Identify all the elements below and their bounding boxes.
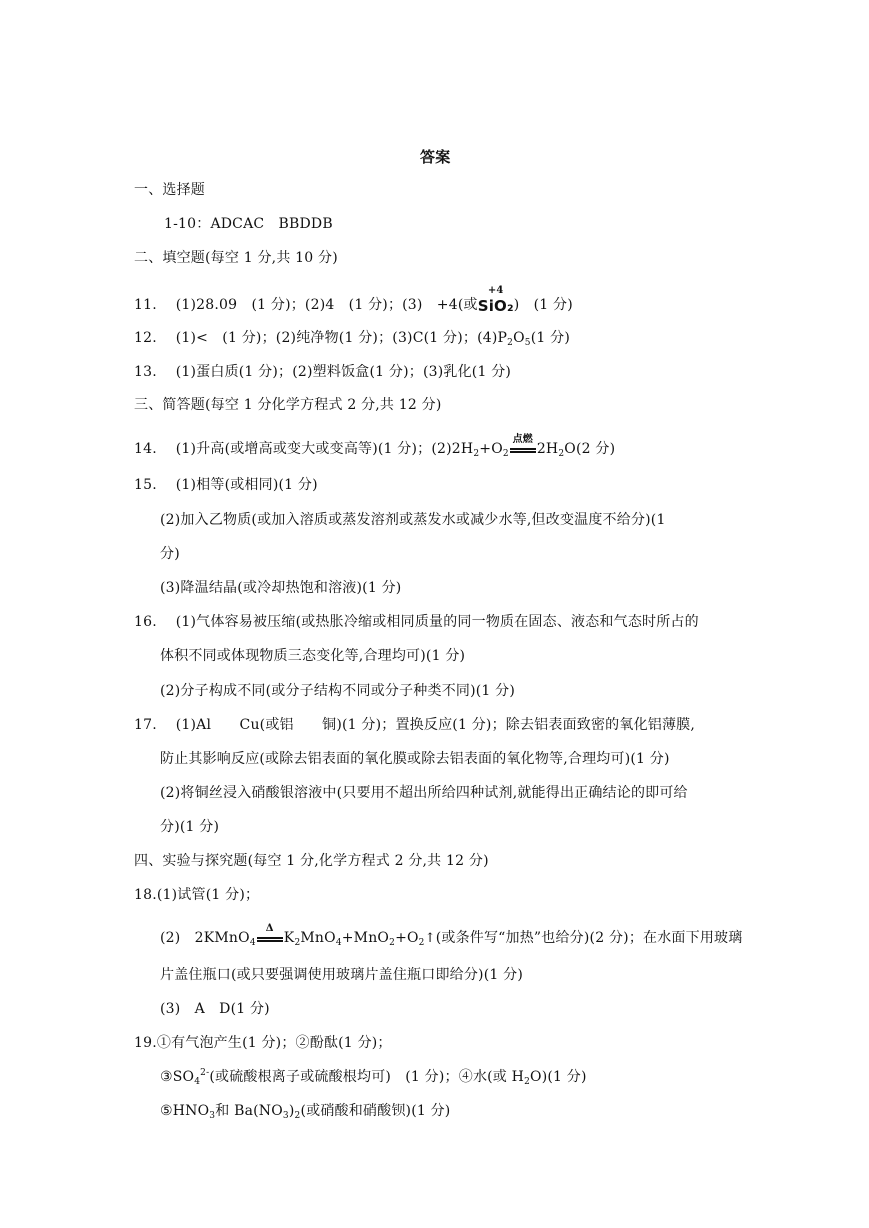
- subscript: 4: [335, 938, 342, 948]
- subscript: 2: [558, 449, 565, 459]
- subscript: 2: [294, 1111, 301, 1121]
- superscript: 2-: [200, 1068, 210, 1078]
- q18-line-2: [160, 923, 743, 948]
- q16-line-3: (2)分子构成不同(或分子结构不同或分子种类不同)(1 分): [160, 683, 516, 699]
- q17-line-3: (2)将铜丝浸入硝酸银溶液中(只要用不超出所给四种试剂,就能得出正确结论的即可给: [160, 785, 688, 801]
- answer-text: +O: [479, 441, 503, 457]
- subscript: 2: [473, 449, 480, 459]
- answer-text: (1)相等(或相同)(1 分): [175, 477, 318, 493]
- answer-text: O)(1 分): [530, 1069, 587, 1085]
- answer-text: +MnO: [341, 930, 390, 946]
- subscript: 2: [294, 938, 301, 948]
- subscript: 4: [249, 938, 256, 948]
- subscript: 3: [282, 1111, 289, 1121]
- valence-charge: +4: [487, 285, 504, 296]
- question-19: 19.①有气泡产生(1 分)；②酚酞(1 分)；: [134, 1035, 392, 1051]
- q17-line-2: 防止其影响反应(或除去铝表面的氧化膜或除去铝表面的氧化物等,合理均可)(1 分): [160, 751, 670, 767]
- question-16: [134, 613, 699, 631]
- answer-text: (或硝酸和硝酸钡)(1 分): [300, 1103, 451, 1119]
- question-13: [134, 363, 511, 381]
- q15-line-2: (2)加入乙物质(或加入溶质或蒸发溶剂或蒸发水或减少水等,但改变温度不给分)(1: [160, 512, 666, 528]
- answer-text: 2H: [536, 441, 559, 457]
- q15-line-4: (3)降温结晶(或冷却热饱和溶液)(1 分): [160, 580, 402, 596]
- answer-text: K: [283, 930, 295, 946]
- question-number: 12.: [134, 330, 157, 346]
- answer-text: (1)28.09 (1 分)；(2)4 (1 分)；(3) +4(或: [175, 297, 478, 313]
- answer-text-end: ) (1 分): [513, 297, 573, 313]
- gas-arrow-icon: ↑: [424, 931, 436, 946]
- question-number: 15.: [134, 477, 157, 493]
- answer-text: MnO: [300, 930, 336, 946]
- condition-label: 点燃: [512, 434, 534, 445]
- subscript: 2: [524, 1077, 531, 1087]
- answer-text: O: [513, 330, 525, 346]
- choice-answers: 1-10：ADCAC BBDDB: [164, 216, 333, 232]
- question-number: 17.: [134, 717, 157, 733]
- condition-label: Δ: [265, 923, 274, 934]
- answer-text: (1)升高(或增高或变大或变高等)(1 分)；(2)2H: [175, 441, 474, 457]
- subscript: 3: [209, 1111, 216, 1121]
- answer-text: +O: [395, 930, 419, 946]
- subscript: 2: [502, 449, 509, 459]
- question-17: [134, 716, 695, 734]
- answer-text: 和 Ba(NO: [215, 1103, 283, 1119]
- answer-text: (1)Al Cu(或铝 铜)(1 分)；置换反应(1 分)；除去铝表面致密的氧化铝薄膜,: [175, 717, 696, 733]
- q19-line-2: [160, 1068, 587, 1086]
- page-title: 答案: [420, 148, 451, 166]
- sio2-formula: [477, 285, 514, 316]
- answer-text: (1)< (1 分)；(2)纯净物(1 分)；(3)C(1 分)；(4)P: [175, 330, 508, 346]
- section-heading-fill: 二、填空题(每空 1 分,共 10 分): [134, 250, 338, 266]
- q18-line-4: (3) A D(1 分): [160, 1001, 270, 1017]
- question-number: 11.: [134, 297, 157, 313]
- answer-text: (2) 2KMnO: [160, 930, 250, 946]
- question-12: [134, 329, 570, 347]
- answer-text: ③SO: [160, 1069, 195, 1085]
- q15-line-3: 分): [160, 546, 180, 562]
- section-heading-choice: 一、选择题: [134, 182, 205, 198]
- q18-line-3: 片盖住瓶口(或只要强调使用玻璃片盖住瓶口即给分)(1 分): [160, 967, 524, 983]
- answer-text: (1 分): [530, 330, 571, 346]
- reaction-condition-ignite: [509, 434, 537, 455]
- question-number: 14.: [134, 441, 157, 457]
- question-number: 16.: [134, 614, 157, 630]
- answer-text: ): [288, 1103, 295, 1119]
- subscript: 2: [389, 938, 396, 948]
- question-14: [134, 434, 616, 459]
- subscript: 2: [418, 938, 425, 948]
- question-number: 13.: [134, 364, 157, 380]
- answer-text: O(2 分): [564, 441, 616, 457]
- q17-line-4: 分)(1 分): [160, 819, 220, 835]
- answer-text: (或硫酸根离子或硫酸根均可) (1 分)；④水(或 H: [209, 1069, 525, 1085]
- reaction-condition-heat: [256, 923, 284, 944]
- question-18: 18.(1)试管(1 分)；: [134, 887, 260, 903]
- answer-text: ⑤HNO: [160, 1103, 210, 1119]
- section-heading-short-answer: 三、简答题(每空 1 分化学方程式 2 分,共 12 分): [134, 397, 442, 413]
- q19-line-3: [160, 1102, 450, 1120]
- answer-text: (1)蛋白质(1 分)；(2)塑料饭盒(1 分)；(3)乳化(1 分): [175, 364, 512, 380]
- answer-text: (1)气体容易被压缩(或热胀冷缩或相同质量的同一物质在固态、液态和气态时所占的: [175, 614, 699, 630]
- subscript: 2: [507, 338, 514, 348]
- answer-text: (或条件写“加热”也给分)(2 分)；在水面下用玻璃: [435, 930, 743, 946]
- q16-line-2: 体积不同或体现物质三态变化等,合理均可)(1 分): [160, 648, 466, 664]
- subscript: 4: [194, 1077, 201, 1087]
- formula-text: SiO₂: [477, 297, 514, 315]
- subscript: 5: [524, 338, 531, 348]
- section-heading-experiment: 四、实验与探究题(每空 1 分,化学方程式 2 分,共 12 分): [134, 853, 489, 869]
- question-11: [134, 285, 573, 316]
- question-15: [134, 476, 318, 494]
